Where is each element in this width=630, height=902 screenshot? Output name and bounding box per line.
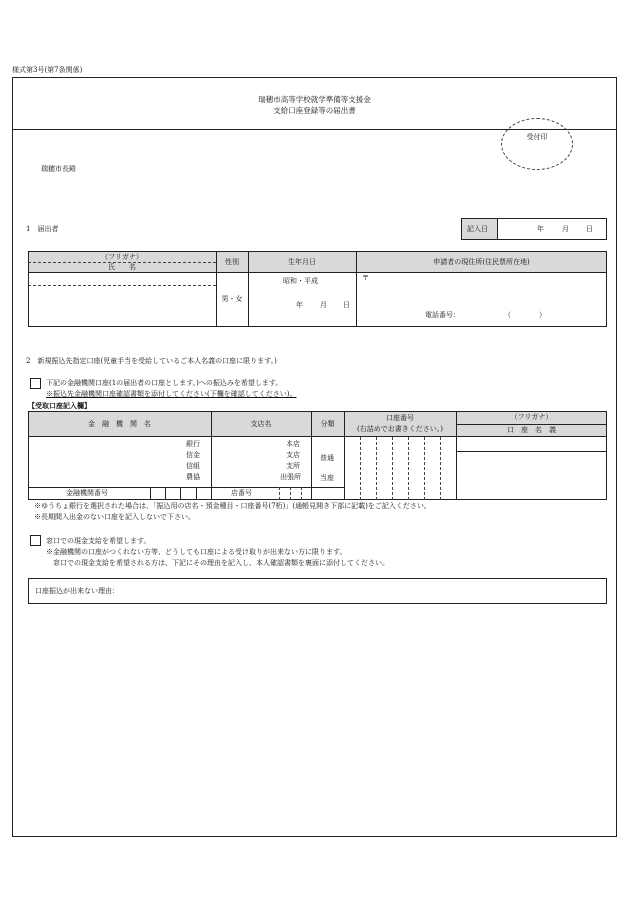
address-input[interactable]	[370, 275, 600, 305]
account-number-subheader: (右詰めでお書きください。)	[357, 425, 443, 433]
code-row-rule	[28, 487, 344, 488]
addressee: 瑞穂市長殿	[41, 165, 76, 173]
birth-year[interactable]: 年	[296, 301, 303, 309]
birthdate-header: 生年月日	[288, 258, 316, 266]
account-section-label: 【受取口座記入欄】	[28, 401, 91, 410]
branch-code-cell[interactable]	[290, 487, 291, 500]
digit-divider	[376, 437, 377, 500]
entry-date-day[interactable]: 日	[586, 225, 593, 233]
bank-name-header: 金 融 機 関 名	[88, 420, 151, 428]
bank-type-shinkin[interactable]: 信金	[186, 451, 200, 459]
sex-options[interactable]: 男・女	[221, 295, 243, 303]
branch-name-header: 支店名	[250, 420, 272, 428]
branch-type-shuchojo[interactable]: 出張所	[280, 473, 301, 481]
bank-code-cell[interactable]	[196, 487, 197, 500]
section1-label: 1 届出者	[26, 225, 59, 233]
holder-header-divider	[456, 424, 607, 425]
account-number-header: 口座番号	[386, 414, 414, 422]
col-sep-number	[456, 411, 457, 500]
col-sep-type	[344, 411, 345, 500]
cash-payment-option: 窓口での現金支給を希望します。	[46, 537, 151, 545]
branch-type-shisho[interactable]: 支所	[286, 462, 300, 470]
bank-transfer-option: 下記の金融機関口座(1の届出者の口座とします。)への振込みを希望します。	[46, 379, 283, 387]
phone-label: 電話番号：	[425, 311, 460, 319]
bank-code-cell[interactable]	[180, 487, 181, 500]
holder-furigana-rule	[456, 451, 607, 452]
cash-payment-note1: ※金融機関の口座がつくれない方等、どうしても口座による受け取りが出来ない方に限ります。	[46, 548, 347, 556]
entry-date-month[interactable]: 月	[562, 225, 569, 233]
cash-payment-note2: 窓口での現金支給を希望される方は、下記にその理由を記入し、本人確認書類を裏面に添付してください。	[53, 559, 389, 567]
address-header: 申請者の現住所(住民票所在地)	[433, 258, 530, 266]
form-title-line1: 瑞穂市高等学校就学準備等支援金	[258, 95, 371, 104]
entry-date-year[interactable]: 年	[537, 225, 544, 233]
postal-mark: 〒	[362, 274, 369, 282]
bank-type-nokyo[interactable]: 農協	[186, 473, 200, 481]
form-number: 様式第3号(第7条関係)	[12, 66, 83, 74]
furigana-header: （フリガナ）	[101, 253, 143, 261]
branch-type-honten[interactable]: 本店	[286, 440, 300, 448]
birth-month[interactable]: 月	[320, 301, 327, 309]
digit-divider	[440, 437, 441, 500]
reception-stamp-area	[501, 118, 573, 170]
entry-date-divider	[497, 218, 498, 240]
section2-label: 2 新規振込先指定口座(児童手当を受給しているご本人名義の口座に限ります。)	[26, 357, 277, 365]
name-header: 氏 名	[108, 263, 136, 271]
branch-type-shiten[interactable]: 支店	[286, 451, 300, 459]
account-type-toza[interactable]: 当座	[320, 474, 334, 482]
digit-divider	[408, 437, 409, 500]
bank-code-cell[interactable]	[165, 487, 166, 500]
bank-type-shinkumi[interactable]: 信組	[186, 462, 200, 470]
yucho-note: ※ゆうちょ銀行を選択された場合は、「振込用の店名・預金種目・口座番号(7桁)」(通帳見開き下部に記載)をご記入ください。	[34, 502, 431, 510]
bank-type-ginko[interactable]: 銀行	[186, 440, 200, 448]
entry-date-label: 記入日	[467, 225, 488, 233]
furigana-input[interactable]	[29, 273, 215, 284]
reason-label: 口座振込が出来ない理由：	[35, 587, 119, 595]
name-input[interactable]	[29, 286, 215, 326]
branch-code-cell[interactable]	[301, 487, 302, 500]
form-title-line2: 支給口座登録等の届出書	[273, 106, 356, 115]
bank-transfer-note: ※振込先金融機関口座確認書類を添付してください(下欄を確認してください)。	[46, 390, 297, 398]
digit-divider	[424, 437, 425, 500]
longterm-account-note: ※長期間入出金のない口座を記入しないで下さい。	[34, 513, 195, 521]
account-type-futsu[interactable]: 普通	[320, 454, 334, 462]
birth-day[interactable]: 日	[343, 301, 350, 309]
bank-code-label: 金融機関番号	[66, 489, 108, 497]
holder-furigana-header: （フリガナ）	[510, 413, 553, 421]
birth-era[interactable]: 昭和・平成	[283, 277, 318, 285]
sex-header: 性別	[225, 258, 239, 266]
holder-name-header: 口 座 名 義	[507, 426, 556, 434]
phone-input[interactable]: （ ）	[504, 311, 546, 319]
account-type-header: 分類	[320, 420, 335, 428]
reception-stamp-label: 受付印	[526, 133, 548, 141]
bank-code-cell[interactable]	[150, 487, 151, 500]
account-header-rule	[28, 436, 607, 437]
cash-payment-checkbox[interactable]	[30, 535, 41, 546]
digit-divider	[360, 437, 361, 500]
digit-divider	[392, 437, 393, 500]
branch-code-cell[interactable]	[279, 487, 280, 500]
branch-code-label: 店番号	[231, 489, 252, 497]
bank-transfer-checkbox[interactable]	[30, 378, 41, 389]
